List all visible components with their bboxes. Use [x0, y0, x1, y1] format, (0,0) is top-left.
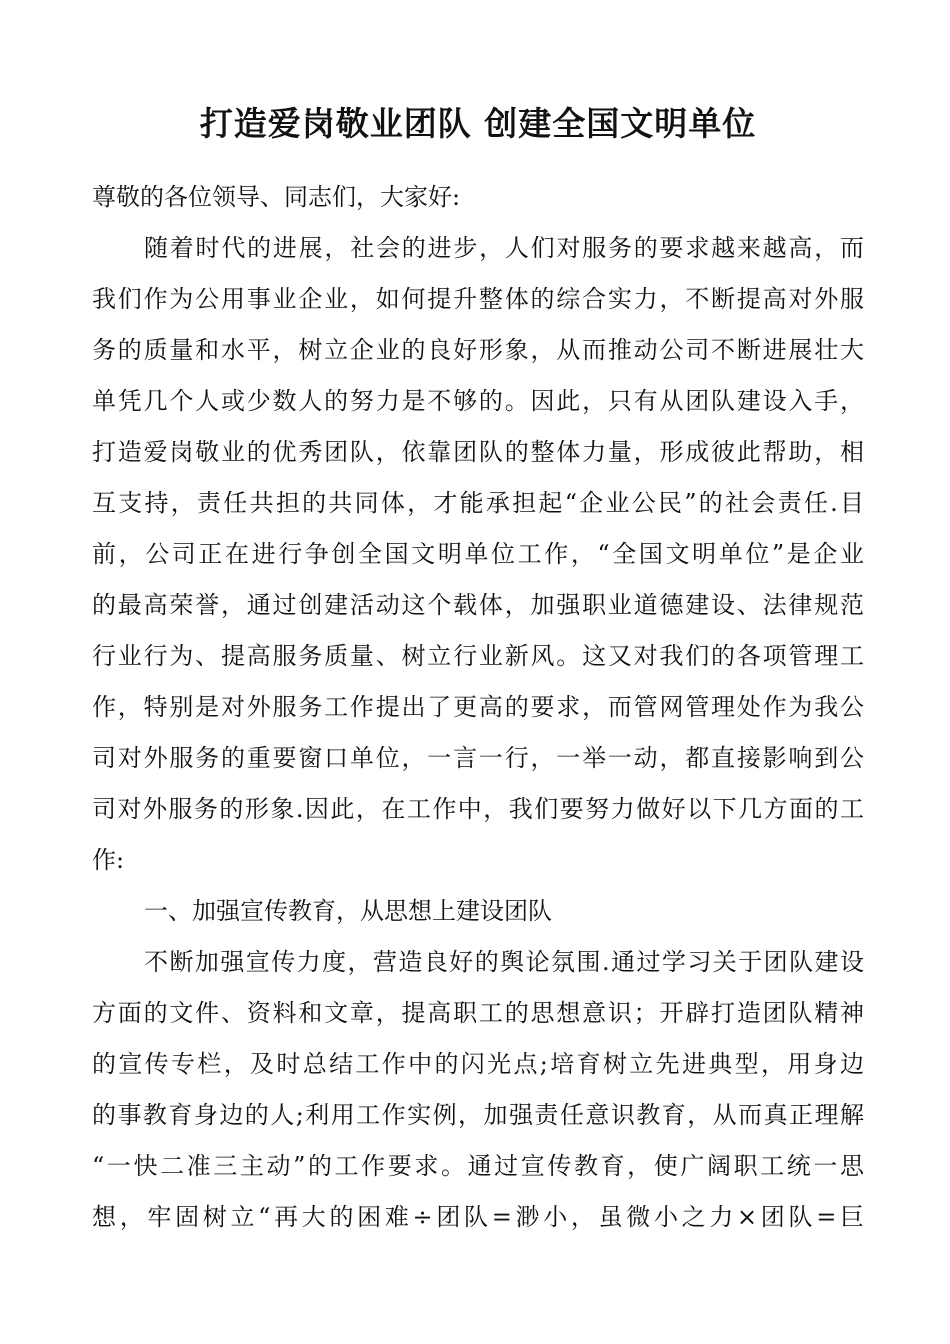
- body-line: 不断加强宣传力度，营造良好的舆论氛围.通过学习关于团队建设: [144, 948, 864, 976]
- body-line: 想，牢固树立“再大的困难÷团队=渺小，虽微小之力×团队=巨: [92, 1203, 864, 1231]
- body-line: 方面的文件、资料和文章，提高职工的思想意识；开辟打造团队精神: [92, 999, 864, 1027]
- body-line: 前，公司正在进行争创全国文明单位工作，“全国文明单位”是企业: [92, 540, 864, 568]
- document-body: [92, 172, 864, 1243]
- body-line: 一、加强宣传教育，从思想上建设团队: [144, 897, 552, 925]
- body-line: 作:: [92, 846, 125, 874]
- document-title: 打造爱岗敬业团队 创建全国文明单位: [199, 104, 757, 143]
- body-line: 务的质量和水平，树立企业的良好形象，从而推动公司不断进展壮大: [92, 336, 864, 364]
- document-page: [92, 0, 864, 1344]
- body-line: 我们作为公用事业企业，如何提升整体的综合实力，不断提高对外服: [92, 285, 864, 313]
- body-line: 互支持，责任共担的共同体，才能承担起“企业公民”的社会责任.目: [92, 489, 864, 517]
- body-line: 司对外服务的形象.因此，在工作中，我们要努力做好以下几方面的工: [92, 795, 864, 823]
- body-line: 的最高荣誉，通过创建活动这个载体，加强职业道德建设、法律规范: [92, 591, 864, 619]
- body-line: 尊敬的各位领导、同志们，大家好:: [92, 183, 461, 211]
- body-line: “一快二准三主动”的工作要求。通过宣传教育，使广阔职工统一思: [92, 1152, 864, 1180]
- body-line: 作，特别是对外服务工作提出了更高的要求，而管网管理处作为我公: [92, 693, 864, 721]
- body-line: 单凭几个人或少数人的努力是不够的。因此，只有从团队建设入手，: [92, 387, 864, 415]
- body-line: 随着时代的进展，社会的进步，人们对服务的要求越来越高，而: [144, 234, 864, 262]
- body-line: 行业行为、提高服务质量、树立行业新风。这又对我们的各项管理工: [92, 642, 864, 670]
- body-line: 司对外服务的重要窗口单位，一言一行，一举一动，都直接影响到公: [92, 744, 864, 772]
- body-line: 打造爱岗敬业的优秀团队，依靠团队的整体力量，形成彼此帮助，相: [92, 438, 864, 466]
- body-line: 的宣传专栏，及时总结工作中的闪光点;培育树立先进典型，用身边: [92, 1050, 864, 1078]
- body-line: 的事教育身边的人;利用工作实例，加强责任意识教育，从而真正理解: [92, 1101, 864, 1129]
